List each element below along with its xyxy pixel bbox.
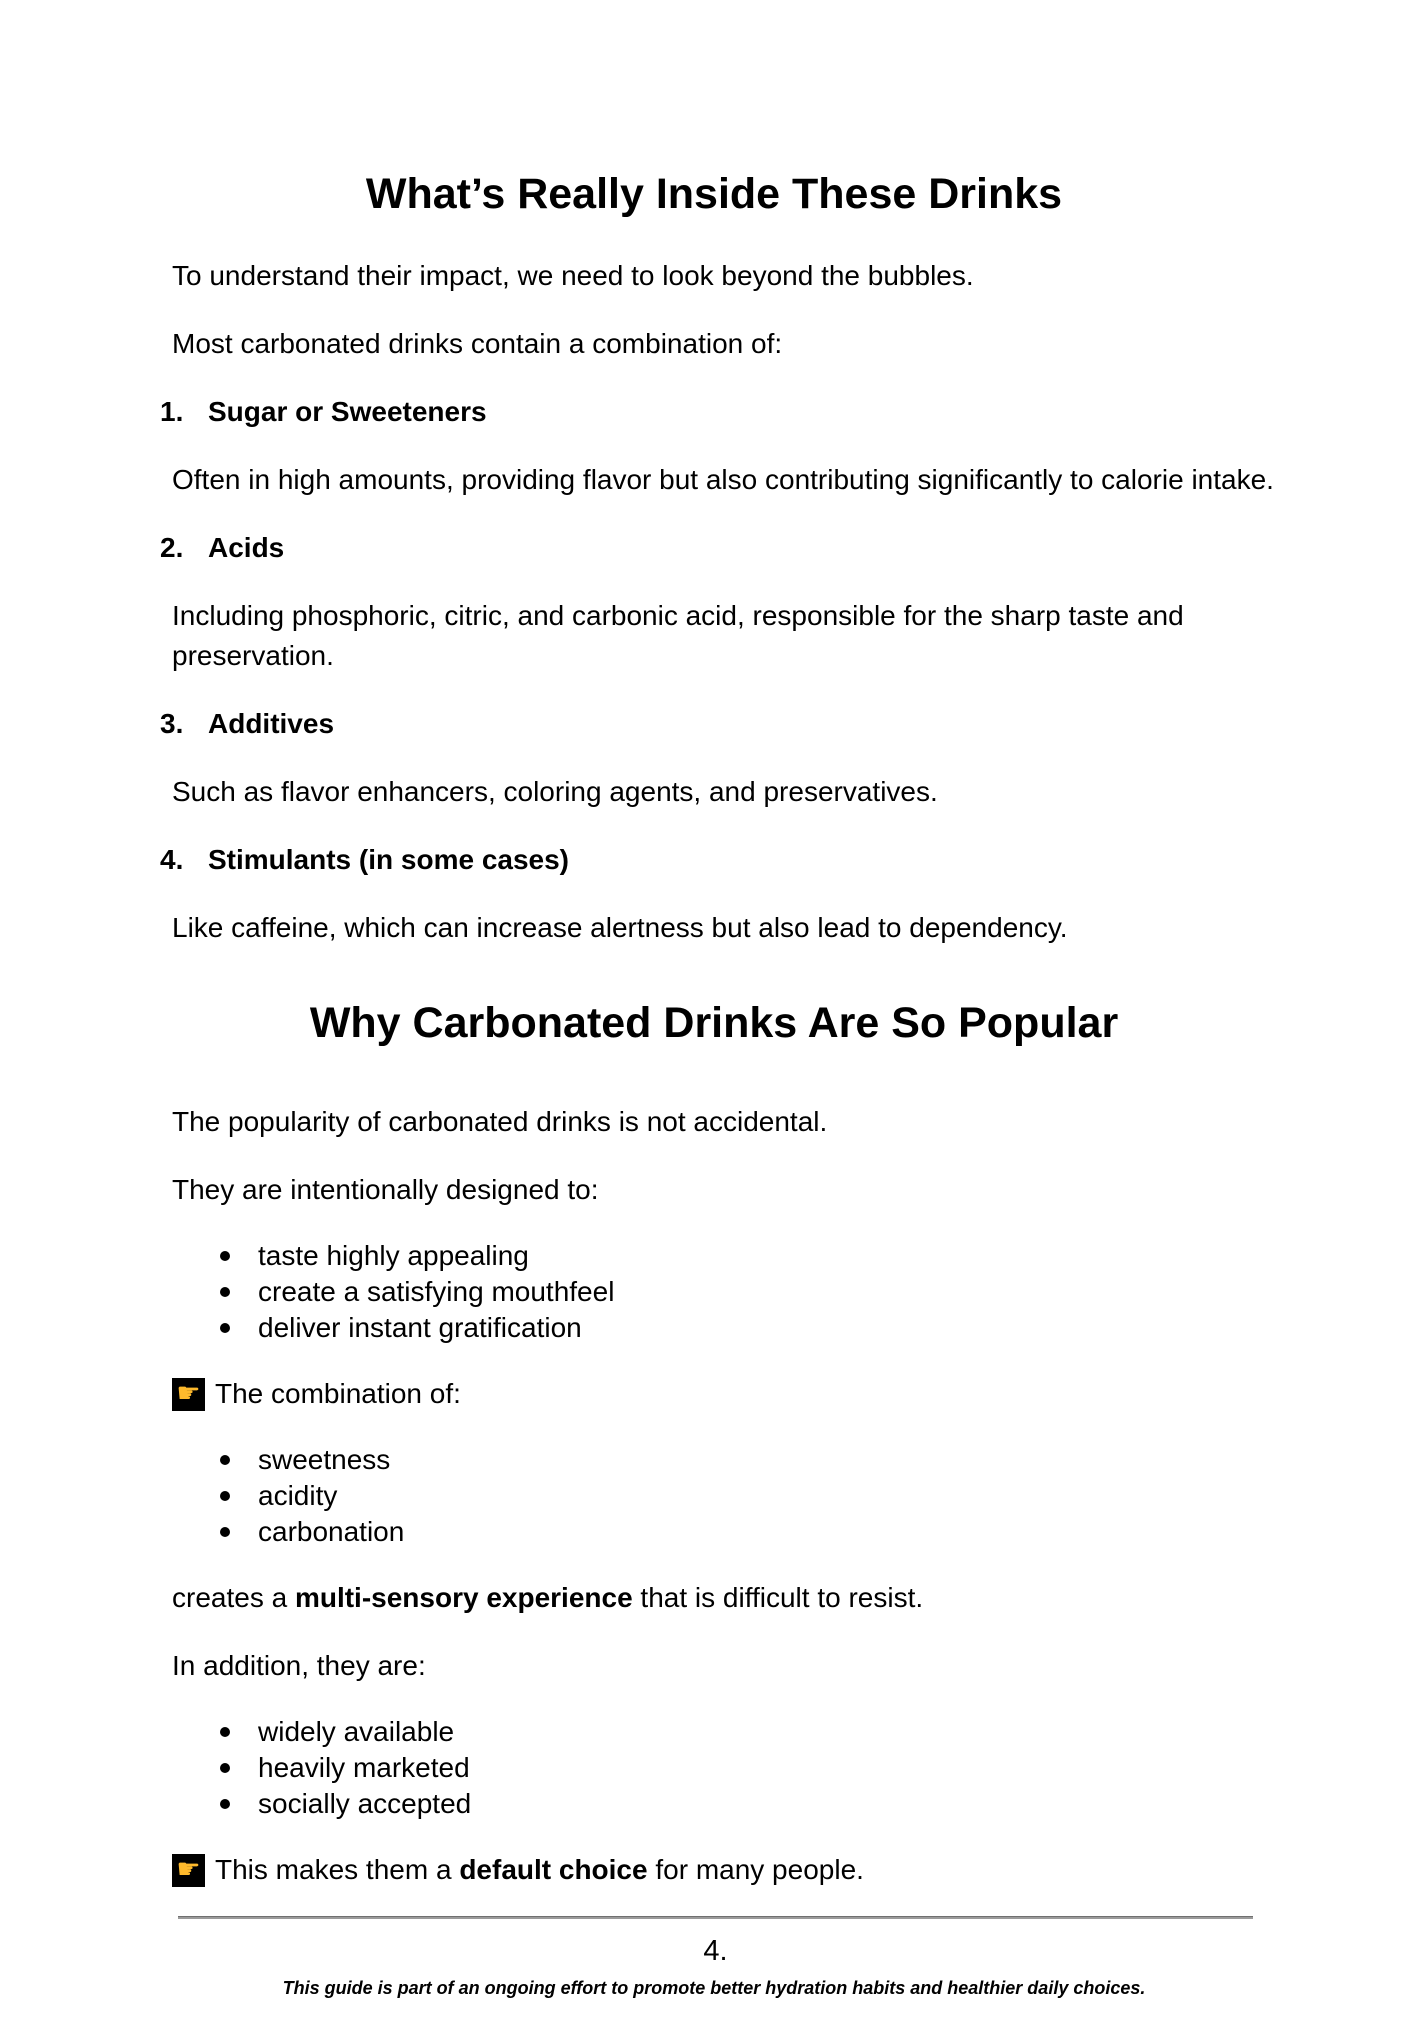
list-item: taste highly appealing (172, 1238, 1286, 1274)
callout-line (172, 1850, 1286, 1890)
numbered-item-label: Additives (208, 708, 335, 739)
bullet-list-combo (172, 1442, 1286, 1550)
bullet-list-design (172, 1238, 1286, 1346)
text-run: creates a (172, 1582, 295, 1613)
list-item: create a satisfying mouthfeel (172, 1274, 1286, 1310)
intro-paragraph: Most carbonated drinks contain a combination of: (172, 328, 783, 359)
list-number: 1. (160, 396, 184, 427)
list-item: acidity (172, 1478, 1286, 1514)
body-paragraph: The popularity of carbonated drinks is not accidental. (172, 1106, 828, 1137)
numbered-item-label: Stimulants (in some cases) (208, 844, 570, 875)
intro-paragraph: To understand their impact, we need to look beyond the bubbles. (172, 260, 974, 291)
list-item: heavily marketed (172, 1750, 1286, 1786)
page-number: 4. (703, 1935, 728, 1967)
bullet-list-traits (172, 1714, 1286, 1822)
section-heading: Why Carbonated Drinks Are So Popular (309, 999, 1119, 1047)
callout-text (215, 1850, 864, 1890)
item-description: Like caffeine, which can increase alertness but also lead to dependency. (172, 912, 1068, 943)
page-title: What’s Really Inside These Drinks (365, 170, 1063, 218)
list-number: 3. (160, 708, 184, 739)
numbered-item (160, 840, 1286, 880)
numbered-item (160, 392, 1286, 432)
pointing-right-icon: ☛ (172, 1378, 205, 1411)
item-description: Including phosphoric, citric, and carbonic acid, responsible for the sharp taste and preservation. (172, 600, 1184, 671)
list-item: widely available (172, 1714, 1286, 1750)
item-description: Often in high amounts, providing flavor but also contributing significantly to calorie intake. (172, 464, 1274, 495)
body-paragraph: In addition, they are: (172, 1650, 426, 1681)
text-run: This makes them a (215, 1854, 460, 1885)
list-item: sweetness (172, 1442, 1286, 1478)
text-run: for many people. (647, 1854, 864, 1885)
numbered-item-label: Acids (208, 532, 285, 563)
item-description: Such as flavor enhancers, coloring agents, and preservatives. (172, 776, 938, 807)
numbered-item-label: Sugar or Sweeteners (208, 396, 487, 427)
list-item: deliver instant gratification (172, 1310, 1286, 1346)
pointing-right-icon: ☛ (172, 1854, 205, 1887)
list-item: socially accepted (172, 1786, 1286, 1822)
list-item: carbonation (172, 1514, 1286, 1550)
footer-note: This guide is part of an ongoing effort to promote better hydration habits and healthier daily choices. (282, 1978, 1146, 1998)
bold-text-run: multi-sensory experience (294, 1582, 633, 1613)
callout-text: The combination of: (215, 1378, 461, 1409)
body-paragraph (172, 1578, 1286, 1618)
footer-divider (178, 1916, 1253, 1919)
numbered-item (160, 528, 1286, 568)
text-run: that is difficult to resist. (632, 1582, 924, 1613)
callout-line (172, 1374, 1286, 1414)
numbered-item (160, 704, 1286, 744)
list-number: 4. (160, 844, 184, 875)
list-number: 2. (160, 532, 184, 563)
body-paragraph: They are intentionally designed to: (172, 1174, 599, 1205)
bold-text-run: default choice (459, 1854, 648, 1885)
document-body (160, 166, 1286, 1918)
